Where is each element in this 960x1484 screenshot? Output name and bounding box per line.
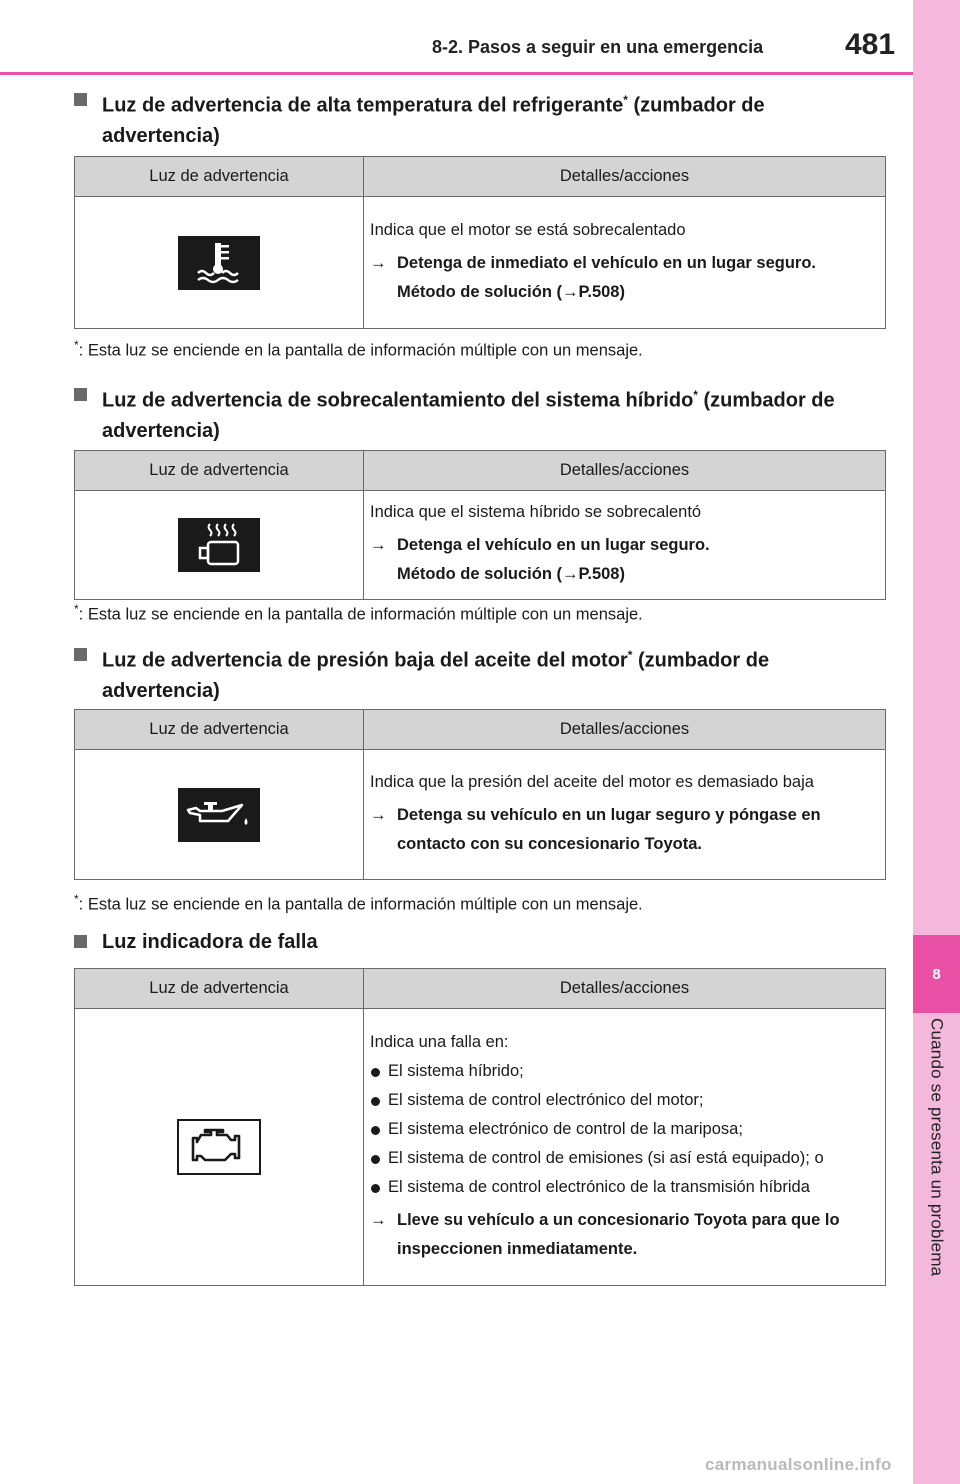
heading-text: Luz de advertencia de presión baja del aceite del motor	[102, 649, 628, 672]
table-header-row	[75, 157, 886, 197]
action-line: Detenga de inmediato el vehículo en un lugar seguro.	[397, 253, 816, 272]
bullet-dot-icon	[371, 1097, 380, 1106]
heading-suffix: (zumbador de advertencia)	[102, 94, 765, 147]
icon-cell	[75, 491, 364, 600]
chapter-title: Cuando se presenta un problema	[927, 1018, 947, 1277]
table-header-row	[75, 451, 886, 491]
section-heading-hybrid-overheat	[74, 380, 884, 446]
detail-text: Indica que la presión del aceite del motor es demasiado baja	[370, 772, 814, 791]
icon-cell	[75, 1009, 364, 1286]
solution-reference: Método de solución (→P.508)	[397, 565, 625, 583]
footnote-text: : Esta luz se enciende en la pantalla de información múltiple con un mensaje.	[78, 341, 643, 360]
list-item	[370, 1144, 881, 1173]
list-item-text: El sistema de control de emisiones (si así está equipado); o	[388, 1148, 824, 1167]
arrow-icon: →	[370, 1210, 387, 1229]
action-line: Detenga su vehículo en un lugar seguro y póngase en contacto con su concesionario Toyota.	[397, 805, 821, 853]
list-item-text: El sistema de control electrónico de la transmisión híbrida	[388, 1177, 810, 1196]
arrow-icon: →	[370, 536, 387, 554]
details-cell	[364, 197, 886, 329]
square-bullet-icon	[74, 93, 87, 106]
table-row	[75, 1009, 886, 1286]
action-text	[370, 801, 881, 859]
action-text	[370, 249, 881, 307]
list-item	[370, 1086, 881, 1115]
column-header-details: Detalles/acciones	[364, 157, 886, 197]
action-line: Lleve su vehículo a un concesionario Toyota para que lo inspeccionen inmediatamente.	[397, 1210, 840, 1258]
footnote	[74, 892, 643, 915]
action-text	[370, 1206, 881, 1264]
list-item	[370, 1173, 881, 1202]
arrow-icon: →	[370, 253, 387, 272]
footnote-mark: *	[693, 388, 698, 402]
warning-table-malfunction	[74, 968, 886, 1286]
footnote	[74, 338, 643, 361]
bullet-dot-icon	[371, 1068, 380, 1077]
table-row	[75, 491, 886, 600]
square-bullet-icon	[74, 388, 87, 401]
heading-text: Luz de advertencia de sobrecalentamiento del sistema híbrido	[102, 389, 694, 412]
heading-text: Luz indicadora de falla	[102, 931, 318, 953]
bullet-dot-icon	[371, 1155, 380, 1164]
footnote-mark: *	[74, 602, 79, 616]
hybrid-system-overheat-icon	[178, 518, 260, 572]
page-number: 481	[845, 28, 896, 61]
oil-pressure-icon	[178, 788, 260, 842]
chapter-title-vertical	[913, 1018, 960, 1348]
footnote-text: : Esta luz se enciende en la pantalla de información múltiple con un mensaje.	[78, 895, 643, 914]
chapter-number-badge	[913, 935, 960, 1013]
action-text	[370, 531, 881, 589]
list-item-text: El sistema electrónico de control de la mariposa;	[388, 1119, 743, 1138]
heading-suffix: (zumbador de advertencia)	[102, 389, 835, 442]
check-engine-icon	[177, 1119, 261, 1175]
square-bullet-icon	[74, 935, 87, 948]
arrow-icon: →	[370, 805, 387, 824]
details-cell	[364, 1009, 886, 1286]
detail-text: Indica una falla en:	[370, 1032, 509, 1051]
column-header-details: Detalles/acciones	[364, 969, 886, 1009]
table-row	[75, 197, 886, 329]
section-heading-malfunction	[74, 927, 884, 957]
footnote-mark: *	[623, 93, 628, 107]
column-header-light: Luz de advertencia	[75, 710, 364, 750]
details-cell	[364, 750, 886, 880]
section-heading-oil-pressure	[74, 640, 884, 706]
coolant-temperature-icon	[178, 236, 260, 290]
table-row	[75, 750, 886, 880]
solution-reference: Método de solución (→P.508)	[397, 282, 625, 301]
footnote	[74, 602, 643, 625]
warning-table-hybrid-overheat	[74, 450, 886, 600]
section-heading-coolant	[74, 85, 884, 151]
column-header-details: Detalles/acciones	[364, 710, 886, 750]
list-item-text: El sistema híbrido;	[388, 1061, 524, 1080]
column-header-light: Luz de advertencia	[75, 451, 364, 491]
footnote-mark: *	[627, 648, 633, 662]
heading-text: Luz de advertencia de alta temperatura del refrigerante	[102, 94, 624, 117]
chapter-number: 8	[932, 965, 941, 983]
header-rule	[0, 72, 913, 75]
table-header-row	[75, 710, 886, 750]
running-header: 8-2. Pasos a seguir en una emergencia	[432, 37, 764, 57]
heading-suffix: (zumbador de advertencia)	[102, 649, 770, 702]
action-line: Detenga el vehículo en un lugar seguro.	[397, 536, 710, 554]
bullet-dot-icon	[371, 1126, 380, 1135]
details-cell	[364, 491, 886, 600]
list-item	[370, 1115, 881, 1144]
detail-text: Indica que el motor se está sobrecalentado	[370, 220, 686, 239]
column-header-light: Luz de advertencia	[75, 969, 364, 1009]
watermark: carmanualsonline.info	[705, 1455, 892, 1474]
footnote-mark: *	[74, 338, 79, 352]
icon-cell	[75, 750, 364, 880]
footnote-text: : Esta luz se enciende en la pantalla de información múltiple con un mensaje.	[78, 605, 643, 624]
list-item	[370, 1057, 881, 1086]
warning-table-coolant	[74, 156, 886, 329]
icon-cell	[75, 197, 364, 329]
detail-text: Indica que el sistema híbrido se sobrecalentó	[370, 503, 702, 521]
warning-table-oil-pressure	[74, 709, 886, 880]
list-item-text: El sistema de control electrónico del motor;	[388, 1090, 704, 1109]
column-header-details: Detalles/acciones	[364, 451, 886, 491]
footnote-mark: *	[74, 892, 79, 906]
square-bullet-icon	[74, 648, 87, 661]
bullet-dot-icon	[371, 1184, 380, 1193]
table-header-row	[75, 969, 886, 1009]
column-header-light: Luz de advertencia	[75, 157, 364, 197]
